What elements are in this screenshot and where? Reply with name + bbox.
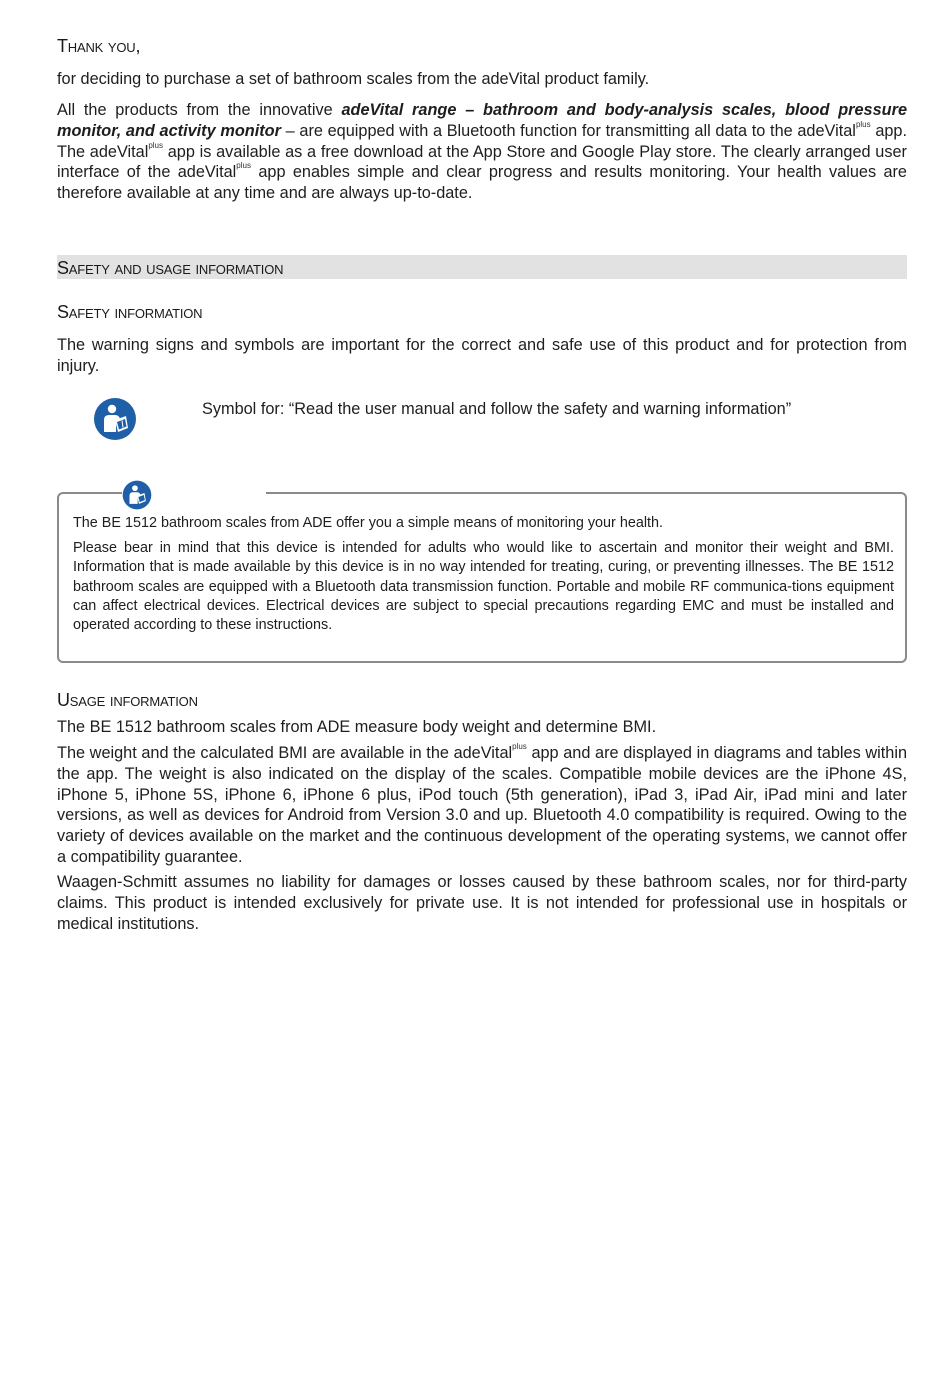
notice-paragraph-1: The BE 1512 bathroom scales from ADE offer you a simple means of monitoring your health. bbox=[73, 515, 664, 531]
read-manual-icon bbox=[93, 397, 137, 441]
intro-paragraph bbox=[57, 100, 907, 204]
usage-paragraph-1: The BE 1512 bathroom scales from ADE measure body weight and determine BMI. bbox=[57, 718, 657, 736]
thank-you-text: for deciding to purchase a set of bathroom scales from the adeVital product family. bbox=[57, 70, 650, 88]
read-manual-icon bbox=[122, 480, 152, 510]
plus-superscript: plus bbox=[236, 161, 251, 171]
usage-text-2a: The weight and the calculated BMI are available in the adeVital bbox=[57, 744, 513, 762]
section-heading: Safety and usage information bbox=[57, 258, 284, 278]
intro-text-5: app enables simple and clear progress and results monitoring. Your health values are therefore available at any time and are always up-to-date. bbox=[57, 163, 907, 203]
plus-superscript: plus bbox=[855, 119, 871, 129]
section-heading-band bbox=[57, 255, 907, 279]
symbol-description: Symbol for: “Read the user manual and follow the safety and warning information” bbox=[202, 400, 792, 418]
notice-paragraph-2: Please bear in mind that this device is intended for adults who would like to ascertain and monitor their weight and BMI. Information that is made available by this device is in no way intended for treating, curing, or preventing illnesses. The BE 1512 bathroom scales are equipped with a Bluetooth data transmission function. Portable and mobile RF communica-tions equipment can affect electrical devices. Electrical devices are subject to special precautions regarding EMC and must be installed and operated according to these instructions. bbox=[73, 540, 894, 634]
plus-superscript: plus bbox=[148, 140, 164, 150]
safety-heading: Safety information bbox=[57, 302, 203, 322]
usage-paragraph-2 bbox=[57, 743, 907, 868]
plus-superscript: plus bbox=[512, 742, 527, 751]
notice-body bbox=[73, 514, 894, 635]
notice-box bbox=[57, 492, 907, 663]
intro-text-3: app. The adeVital bbox=[57, 121, 908, 161]
usage-paragraph-3: Waagen-Schmitt assumes no liability for damages or losses caused by these bathroom scales, nor for third-party claims. This product is intended exclusively for private use. It is not intended for professional use in hospitals or medical institutions. bbox=[57, 873, 907, 933]
symbol-row bbox=[57, 397, 907, 443]
usage-heading: Usage information bbox=[57, 690, 198, 710]
safety-text: The warning signs and symbols are important for the correct and safe use of this product and for protection from injury. bbox=[57, 336, 907, 375]
usage-text-2b: app and are displayed in diagrams and tables within the app. The weight is also indicated on the display of the scales. Compatible mobile devices are the iPhone 4S, iPhone 5, iPhone 5S, iPhone 6, iPhone 6 plus, iPod touch (5th generation), iPad 3, iPad Air, iPad mini and later versions, as well as devices for Android from Version 3.0 and up. Bluetooth 4.0 compatibility is required. Owing to the variety of devices available on the market and the continuous development of the operating systems, we cannot offer a compatibility guarantee. bbox=[57, 744, 907, 866]
intro-product-range: adeVital range – bathroom and body-analysis scales, blood pressure monitor, and activity monitor bbox=[57, 101, 907, 140]
intro-text-1: All the products from the innovative bbox=[57, 101, 342, 119]
intro-text-2: – are equipped with a Bluetooth function for transmitting all data to the adeVital bbox=[280, 121, 856, 140]
thank-you-heading: Thank you, bbox=[57, 36, 141, 56]
intro-text-4: app is available as a free download at the App Store and Google Play store. The clearly arranged user interface of the adeVital bbox=[57, 142, 907, 182]
